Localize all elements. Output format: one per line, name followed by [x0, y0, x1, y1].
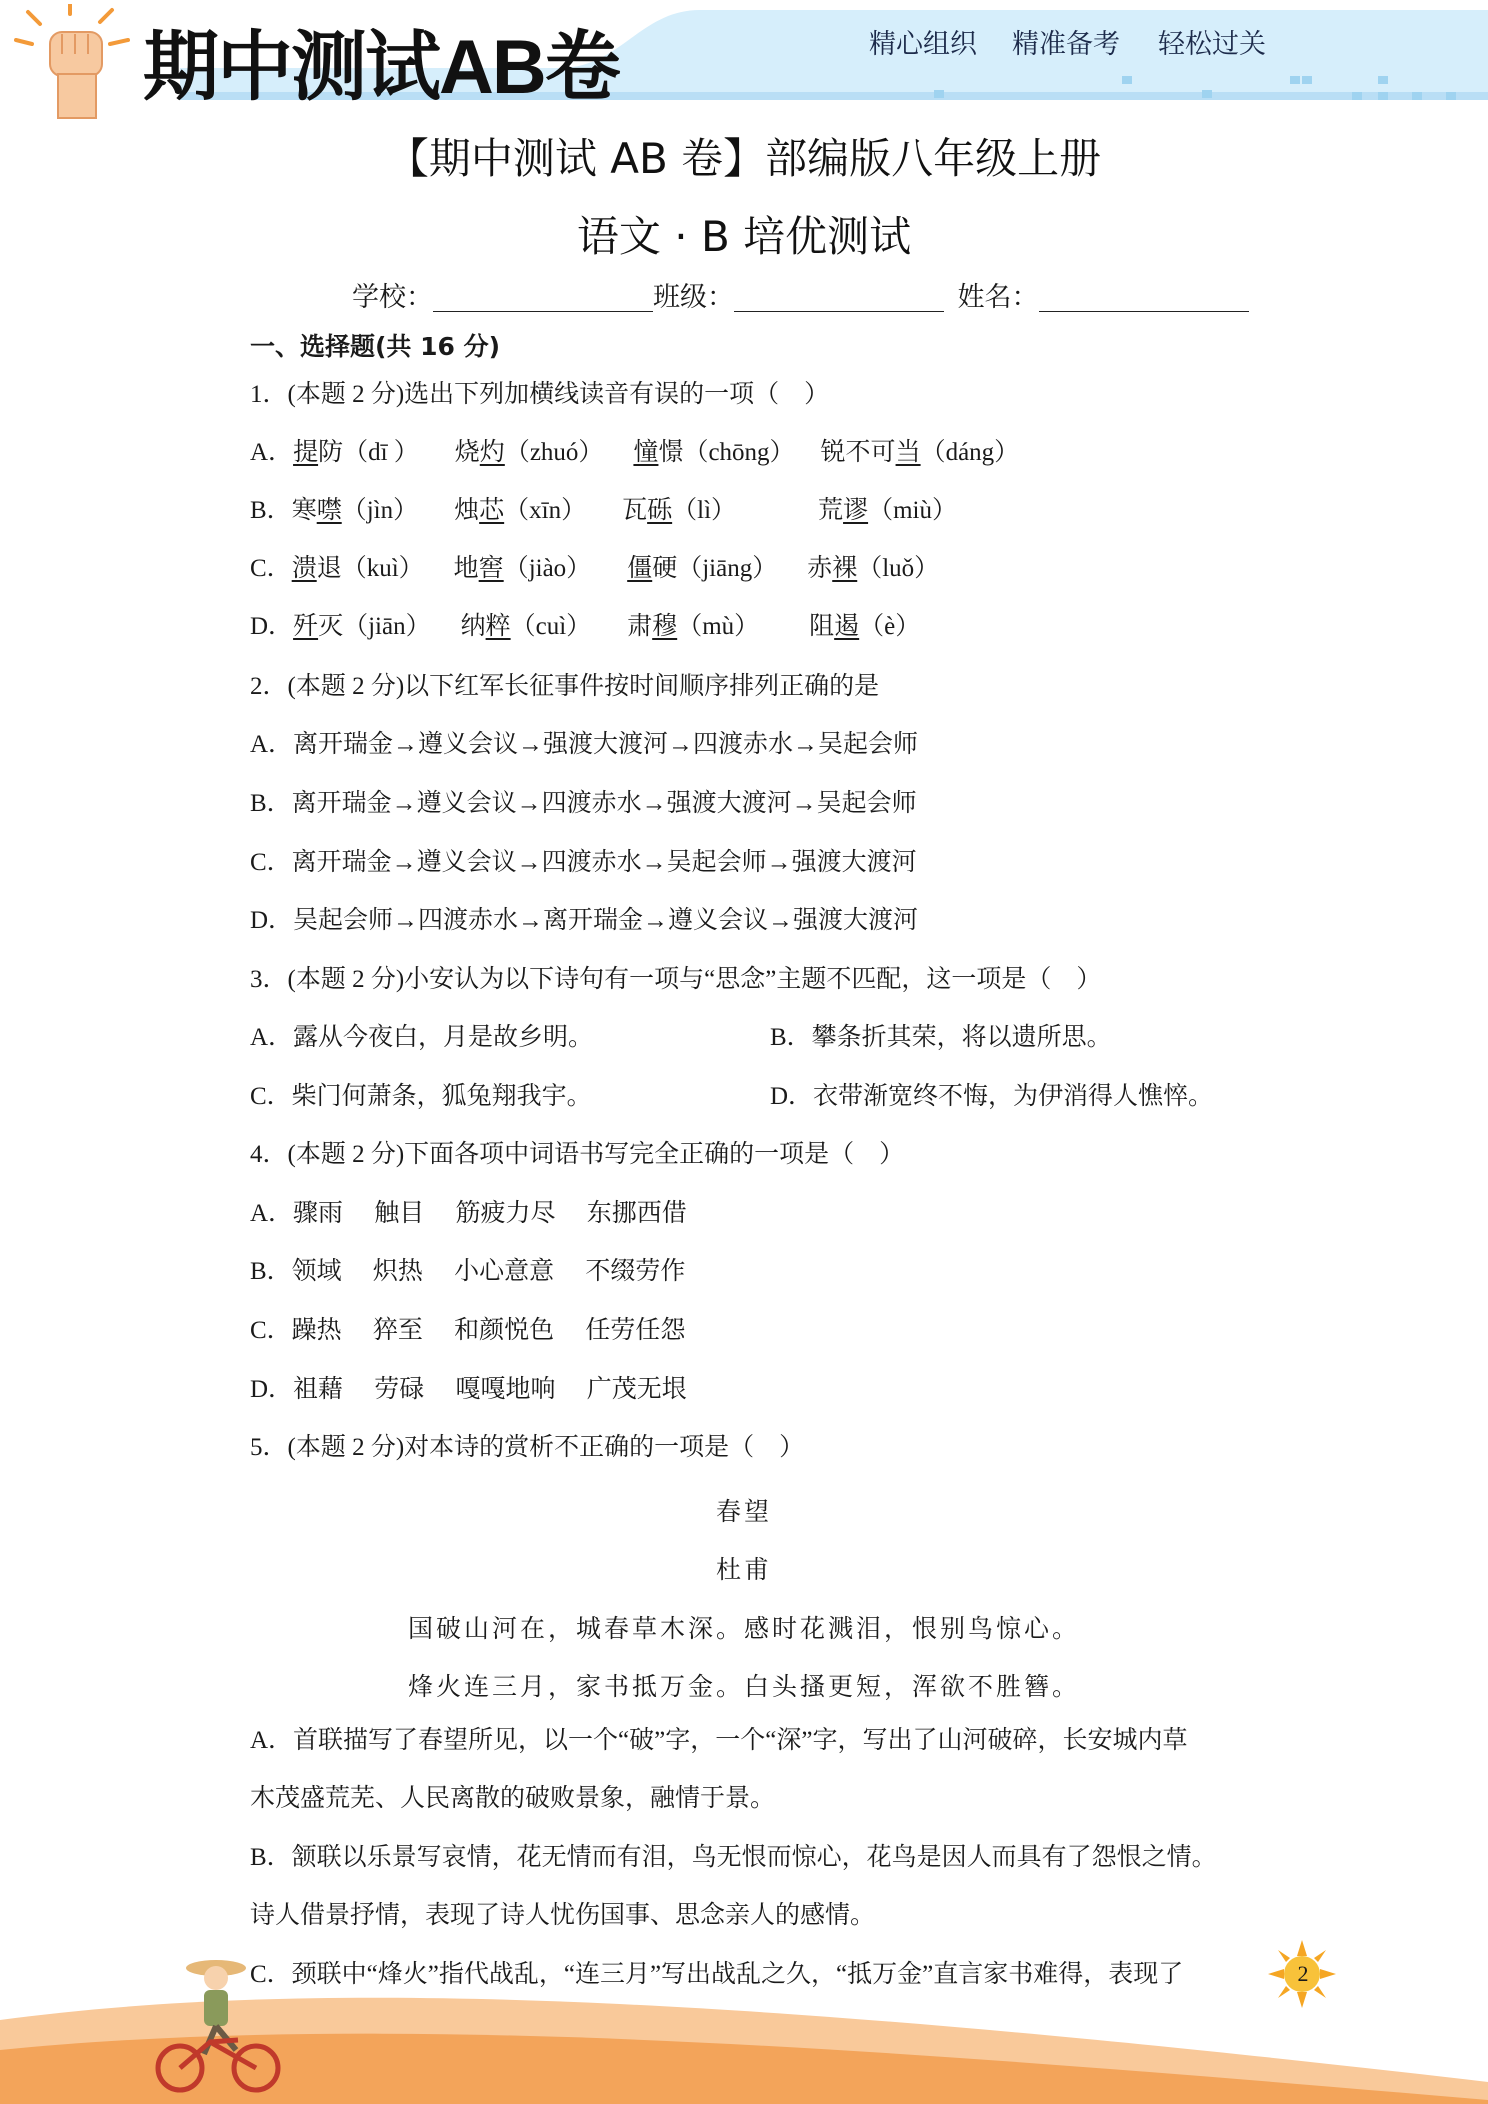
- document-subtitle: 语文 · B 培优测试: [576, 212, 912, 261]
- question-1-option-d: D．歼灭（jiān） 纳粹（cuì） 肃穆（mù） 阻遏（è）: [250, 613, 921, 640]
- slogan-1: 精心组织: [869, 29, 977, 60]
- question-4-option-c: C．躁热 猝至 和颜悦色 任劳任怨: [250, 1317, 686, 1344]
- question-2-option-c: C．离开瑞金→遵义会议→四渡赤水→吴起会师→强渡大渡河: [250, 849, 917, 876]
- question-2-stem: 2．(本题 2 分)以下红军长征事件按时间顺序排列正确的是: [250, 673, 880, 700]
- page-number: 2: [1297, 1961, 1309, 1986]
- question-3-stem: 3．(本题 2 分)小安认为以下诗句有一项与“思念”主题不匹配，这一项是（ ）: [250, 966, 1102, 993]
- question-2-option-d: D．吴起会师→四渡赤水→离开瑞金→遵义会议→强渡大渡河: [250, 907, 919, 934]
- question-5-option-b-line-2: 诗人借景抒情，表现了诗人忧伤国事、思念亲人的感情。: [250, 1902, 876, 1929]
- banner-title: 期中测试AB卷: [143, 25, 619, 110]
- question-1-option-c: C．溃退（kuì） 地窖（jiào） 僵硬（jiāng） 赤裸（luǒ）: [250, 555, 940, 582]
- question-5-option-a-line-1: A．首联描写了春望所见，以一个“破”字，一个“深”字，写出了山河破碎，长安城内草: [250, 1727, 1188, 1754]
- question-4-option-b: B．领域 炽热 小心意意 不缀劳作: [250, 1258, 686, 1285]
- question-5-option-b-line-1: B．颔联以乐景写哀情，花无情而有泪，鸟无恨而惊心，花鸟是因人而具有了怨恨之情。: [250, 1844, 1217, 1871]
- question-4-stem: 4．(本题 2 分)下面各项中词语书写完全正确的一项是（ ）: [250, 1141, 905, 1168]
- poem-line-1: 国破山河在，城春草木深。感时花溅泪，恨别鸟惊心。: [407, 1616, 1080, 1643]
- question-2-option-b: B．离开瑞金→遵义会议→四渡赤水→强渡大渡河→吴起会师: [250, 790, 917, 817]
- name-field[interactable]: [1039, 285, 1249, 312]
- poem-title: 春望: [715, 1499, 772, 1526]
- class-label: 班级：: [653, 282, 734, 312]
- student-info-line: [352, 282, 1249, 312]
- slogan-3: 轻松过关: [1158, 29, 1266, 60]
- question-3-option-b: B．攀条折其荣，将以遗所思。: [770, 1024, 1112, 1051]
- section-heading: 一、选择题(共 16 分): [250, 332, 501, 361]
- class-field[interactable]: [734, 285, 944, 312]
- poem-line-2: 烽火连三月，家书抵万金。白头搔更短，浑欲不胜簪。: [407, 1674, 1080, 1701]
- question-1-option-a: A．提防（dī ） 烧灼（zhuó） 憧憬（chōng） 锐不可当（dáng）: [250, 439, 1020, 466]
- question-3-option-c: C．柴门何萧条，狐兔翔我宇。: [250, 1083, 592, 1110]
- question-5-option-a-line-2: 木茂盛荒芜、人民离散的破败景象，融情于景。: [250, 1785, 776, 1812]
- question-1-option-b: B．寒噤（jìn） 烛芯（xīn） 瓦砾（lì） 荒谬（miù）: [250, 497, 957, 524]
- school-field[interactable]: [433, 285, 653, 312]
- question-3-option-a: A．露从今夜白，月是故乡明。: [250, 1024, 594, 1051]
- question-5-stem: 5．(本题 2 分)对本诗的赏析不正确的一项是（ ）: [250, 1434, 805, 1461]
- document-title: 【期中测试 AB 卷】部编版八年级上册: [386, 134, 1102, 183]
- question-4-option-d: D．祖藉 劳碌 嘎嘎地响 广茂无垠: [250, 1376, 687, 1403]
- raised-fist-icon: [10, 4, 140, 124]
- name-label: 姓名：: [957, 282, 1039, 312]
- question-4-option-a: A．骤雨 触目 筋疲力尽 东挪西借: [250, 1200, 687, 1227]
- question-3-option-d: D．衣带渐宽终不悔，为伊消得人憔悴。: [770, 1083, 1214, 1110]
- question-5-option-c-line-1: C．颈联中“烽火”指代战乱，“连三月”写出战乱之久，“抵万金”直言家书难得，表现了: [250, 1961, 1184, 1988]
- school-label: 学校：: [352, 282, 433, 312]
- question-1-stem: 1．(本题 2 分)选出下列加横线读音有误的一项（ ）: [250, 381, 830, 408]
- poem-author: 杜甫: [715, 1557, 772, 1584]
- slogan-2: 精准备考: [1012, 29, 1120, 60]
- question-2-option-a: A．离开瑞金→遵义会议→强渡大渡河→四渡赤水→吴起会师: [250, 731, 919, 758]
